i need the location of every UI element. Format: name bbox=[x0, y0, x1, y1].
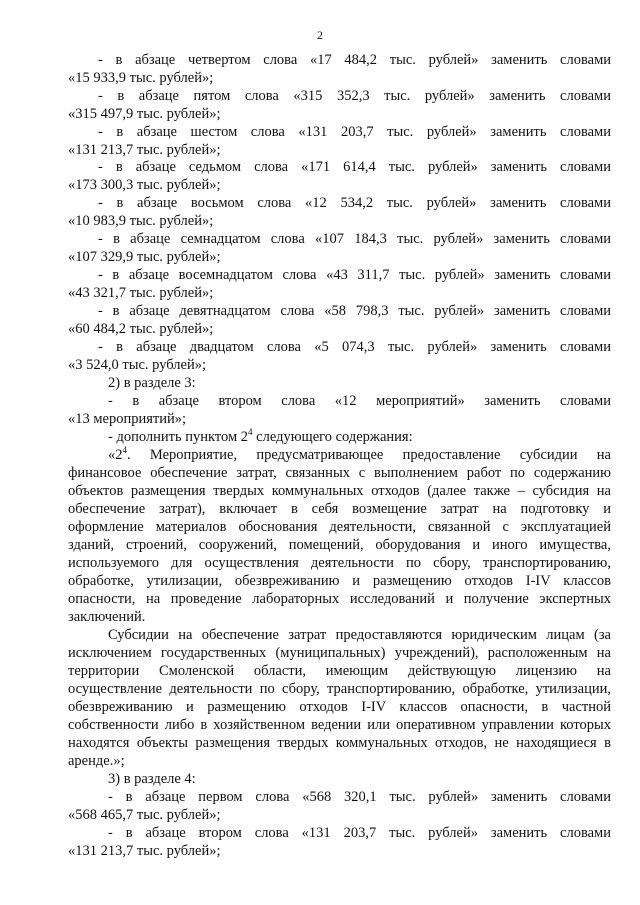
item-6-line-2: «107 329,9 тыс. рублей»; bbox=[68, 249, 221, 265]
quote-line-1 bbox=[108, 447, 611, 464]
item-6-line-1: - в абзаце семнадцатом слова «107 184,3 тыс. рублей» заменить словами bbox=[98, 231, 611, 247]
page-number: 2 bbox=[317, 28, 323, 42]
item-8-line-2: «60 484,2 тыс. рублей»; bbox=[68, 321, 214, 337]
quote-line-2: финансовое обеспечение затрат, связанных с выполнением работ по содержанию bbox=[68, 465, 611, 481]
section-4-item-2-line-1: - в абзаце втором слова «131 203,7 тыс. рублей» заменить словами bbox=[108, 825, 611, 841]
quote-line-3: объектов размещения твердых коммунальных отходов (далее также – субсидия на bbox=[68, 483, 611, 499]
item-4-line-1: - в абзаце седьмом слова «171 614,4 тыс. рублей» заменить словами bbox=[98, 159, 611, 175]
subsidy-line-4: осуществление деятельности по сбору, транспортированию, обработке, утилизации, bbox=[68, 681, 611, 697]
add-point-line bbox=[108, 429, 413, 446]
item-4-line-2: «173 300,3 тыс. рублей»; bbox=[68, 177, 221, 193]
subsidy-line-8: аренде.»; bbox=[68, 753, 125, 769]
item-2-line-1: - в абзаце пятом слова «315 352,3 тыс. рублей» заменить словами bbox=[98, 88, 611, 104]
item-5-line-1: - в абзаце восьмом слова «12 534,2 тыс. рублей» заменить словами bbox=[98, 195, 611, 211]
item-9-line-1: - в абзаце двадцатом слова «5 074,3 тыс. рублей» заменить словами bbox=[98, 339, 611, 355]
item-9-line-2: «3 524,0 тыс. рублей»; bbox=[68, 357, 206, 373]
add-point-pre: - дополнить пунктом 2 bbox=[108, 429, 249, 445]
quote-line-9: опасности, на проведение лабораторных исследований и получение экспертных bbox=[68, 591, 611, 607]
quote-line-6: зданий, строений, сооружений, помещений, оборудования и иного имущества, bbox=[68, 537, 611, 553]
quote-sup: 4 bbox=[122, 445, 127, 455]
quote-line-5: оформление материалов обоснования деятельности, связанной с эксплуатацией bbox=[68, 519, 611, 535]
item-3-line-1: - в абзаце шестом слова «131 203,7 тыс. рублей» заменить словами bbox=[98, 124, 611, 140]
quote-line-4: обеспечение затрат), включает в себя возмещение затрат на подготовку и bbox=[68, 501, 611, 517]
quote-line-7: используемого для осуществления деятельности по сбору, транспортированию, bbox=[68, 555, 611, 571]
quote-line-8: обработке, утилизации, обезвреживанию и размещению отходов I-IV классов bbox=[68, 573, 611, 589]
section-3-item-line-1: - в абзаце втором слова «12 мероприятий» заменить словами bbox=[108, 393, 611, 409]
item-1-line-1: - в абзаце четвертом слова «17 484,2 тыс. рублей» заменить словами bbox=[98, 52, 611, 68]
quote-line-1-rest: . Мероприятие, предусматривающее предоставление субсидии на bbox=[127, 447, 611, 463]
subsidy-line-6: собственности либо в хозяйственном ведении или оперативном управлении которых bbox=[68, 717, 611, 733]
item-1-line-2: «15 933,9 тыс. рублей»; bbox=[68, 70, 214, 86]
item-2-line-2: «315 497,9 тыс. рублей»; bbox=[68, 106, 221, 122]
section-4-item-1-line-2: «568 465,7 тыс. рублей»; bbox=[68, 807, 221, 823]
subsidy-line-1: Субсидии на обеспечение затрат предоставляются юридическим лицам (за bbox=[108, 627, 611, 643]
add-point-post: следующего содержания: bbox=[252, 429, 413, 445]
section-3-item-line-2: «13 мероприятий»; bbox=[68, 411, 187, 427]
quote-line-10: заключений. bbox=[68, 609, 146, 625]
item-7-line-1: - в абзаце восемнадцатом слова «43 311,7 тыс. рублей» заменить словами bbox=[98, 267, 611, 283]
subsidy-line-2: исключением государственных (муниципальных) учреждений), расположенным на bbox=[68, 645, 611, 661]
subsidy-line-7: находятся объекты размещения твердых коммунальных отходов, не находящиеся в bbox=[68, 735, 611, 751]
add-point-sup: 4 bbox=[248, 427, 253, 437]
quote-open: «2 bbox=[108, 447, 123, 463]
item-7-line-2: «43 321,7 тыс. рублей»; bbox=[68, 285, 214, 301]
section-4-item-2-line-2: «131 213,7 тыс. рублей»; bbox=[68, 843, 221, 859]
subsidy-line-3: территории Смоленской области, имеющим действующую лицензию на bbox=[68, 663, 611, 679]
section-3-heading: 2) в разделе 3: bbox=[108, 375, 196, 391]
item-5-line-2: «10 983,9 тыс. рублей»; bbox=[68, 213, 214, 229]
item-3-line-2: «131 213,7 тыс. рублей»; bbox=[68, 142, 221, 158]
subsidy-line-5: обезвреживанию и размещению отходов I-IV классов опасности, в частной bbox=[68, 699, 611, 715]
item-8-line-1: - в абзаце девятнадцатом слова «58 798,3 тыс. рублей» заменить словами bbox=[98, 303, 611, 319]
section-4-heading: 3) в разделе 4: bbox=[108, 771, 196, 787]
section-4-item-1-line-1: - в абзаце первом слова «568 320,1 тыс. рублей» заменить словами bbox=[108, 789, 611, 805]
